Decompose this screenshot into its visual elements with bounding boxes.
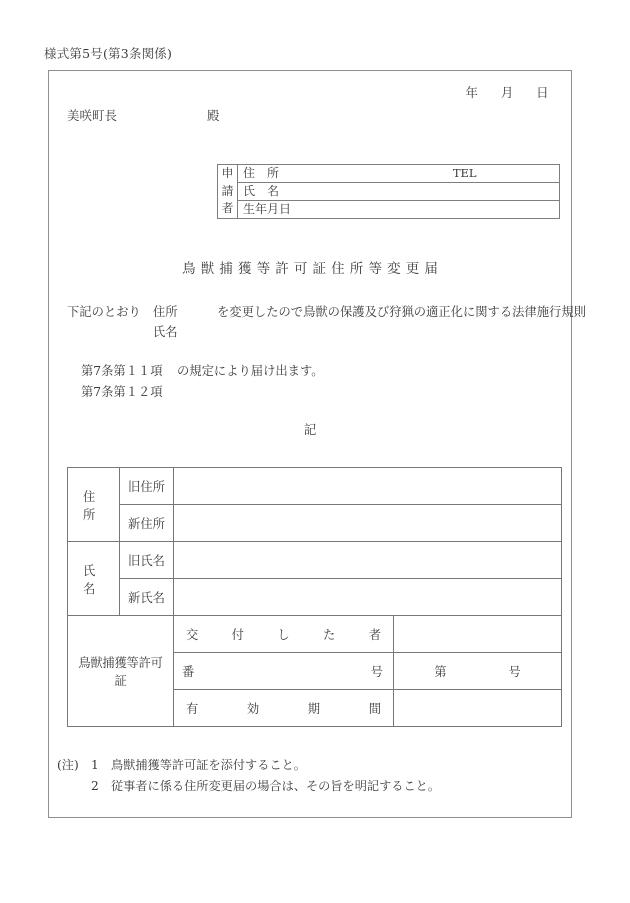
date-year-label: 年 xyxy=(465,85,479,100)
change-details-table xyxy=(67,467,562,727)
body-choice-name[interactable]: 氏名 xyxy=(153,325,178,339)
table-row xyxy=(218,201,560,219)
old-address-value[interactable] xyxy=(174,468,562,505)
body-lead-text: 下記のとおり xyxy=(67,305,141,319)
permit-issuer-value[interactable] xyxy=(394,616,562,653)
clause-statement xyxy=(81,361,324,403)
permit-group-label: 鳥獣捕獲等許可証 xyxy=(68,616,174,727)
table-row xyxy=(218,183,560,201)
applicant-vertical-label-1: 申 xyxy=(218,165,238,183)
body-line-2 xyxy=(67,322,586,342)
note-text-1: 鳥獣捕獲等許可証を添付すること。 xyxy=(111,758,306,772)
notes-section xyxy=(57,755,440,797)
list-item xyxy=(57,755,440,776)
ki-marker: 記 xyxy=(303,422,317,437)
permit-number-label xyxy=(174,653,394,690)
applicant-name-cell[interactable] xyxy=(238,183,560,201)
applicant-name-label: 氏 名 xyxy=(243,183,280,198)
clause-item-11[interactable]: 第7条第１１項 xyxy=(81,364,163,378)
body-line-1 xyxy=(67,302,586,322)
page-title: 鳥獣捕獲等許可証住所等変更届 xyxy=(182,261,443,277)
note-number-1: 1 xyxy=(91,758,99,772)
body-statement xyxy=(67,302,586,342)
date-month-label: 月 xyxy=(500,85,514,100)
table-row xyxy=(218,165,560,183)
body-choice-address[interactable]: 住所 xyxy=(153,305,178,319)
clause-item-12[interactable]: 第7条第１２項 xyxy=(81,385,163,399)
address-group-label: 住 所 xyxy=(68,468,120,542)
date-line xyxy=(466,83,549,101)
clause-line-2 xyxy=(81,382,324,403)
old-name-label: 旧氏名 xyxy=(120,542,174,579)
notes-marker: (注) xyxy=(57,758,79,772)
permit-issuer-label: 交付した者 xyxy=(174,616,394,653)
permit-number-suffix: 号 xyxy=(508,665,521,679)
table-row xyxy=(68,505,562,542)
name-group-label: 氏 名 xyxy=(68,542,120,616)
applicant-birthdate-cell[interactable] xyxy=(238,201,560,219)
addressee-honorific: 殿 xyxy=(207,108,220,123)
list-item xyxy=(57,776,440,797)
old-name-value[interactable] xyxy=(174,542,562,579)
permit-validity-value[interactable] xyxy=(394,690,562,727)
new-name-value[interactable] xyxy=(174,579,562,616)
form-number: 様式第5号(第3条関係) xyxy=(44,46,173,61)
clause-line-1 xyxy=(81,361,324,382)
addressee xyxy=(67,106,220,124)
form-frame xyxy=(48,70,586,818)
note-text-2: 従事者に係る住所変更届の場合は、その旨を明記すること。 xyxy=(111,779,441,793)
permit-number-prefix: 第 xyxy=(434,665,447,679)
permit-validity-label: 有効期間 xyxy=(174,690,394,727)
applicant-tel-label: TEL xyxy=(452,165,477,180)
applicant-birthdate-label: 生年月日 xyxy=(243,201,292,216)
permit-number-value[interactable] xyxy=(394,653,562,690)
new-name-label: 新氏名 xyxy=(120,579,174,616)
permit-number-label-start: 番 xyxy=(182,665,281,679)
old-address-label: 旧住所 xyxy=(120,468,174,505)
addressee-recipient: 美咲町長 xyxy=(67,108,118,123)
table-row xyxy=(68,616,562,653)
body-tail-text: を変更したので鳥獣の保護及び狩猟の適正化に関する法律施行規則 xyxy=(217,305,586,319)
new-address-label: 新住所 xyxy=(120,505,174,542)
applicant-table xyxy=(217,164,560,219)
clause-tail-text: の規定により届け出ます。 xyxy=(177,364,324,378)
table-row xyxy=(68,468,562,505)
note-number-2: 2 xyxy=(91,779,99,793)
table-row xyxy=(68,579,562,616)
applicant-vertical-label-3: 者 xyxy=(218,201,238,219)
applicant-address-cell[interactable] xyxy=(238,165,560,183)
new-address-value[interactable] xyxy=(174,505,562,542)
table-row xyxy=(68,542,562,579)
date-day-label: 日 xyxy=(536,85,549,100)
applicant-address-label: 住 所 xyxy=(243,165,280,180)
applicant-vertical-label-2: 請 xyxy=(218,183,238,201)
permit-number-label-end: 号 xyxy=(370,665,383,679)
